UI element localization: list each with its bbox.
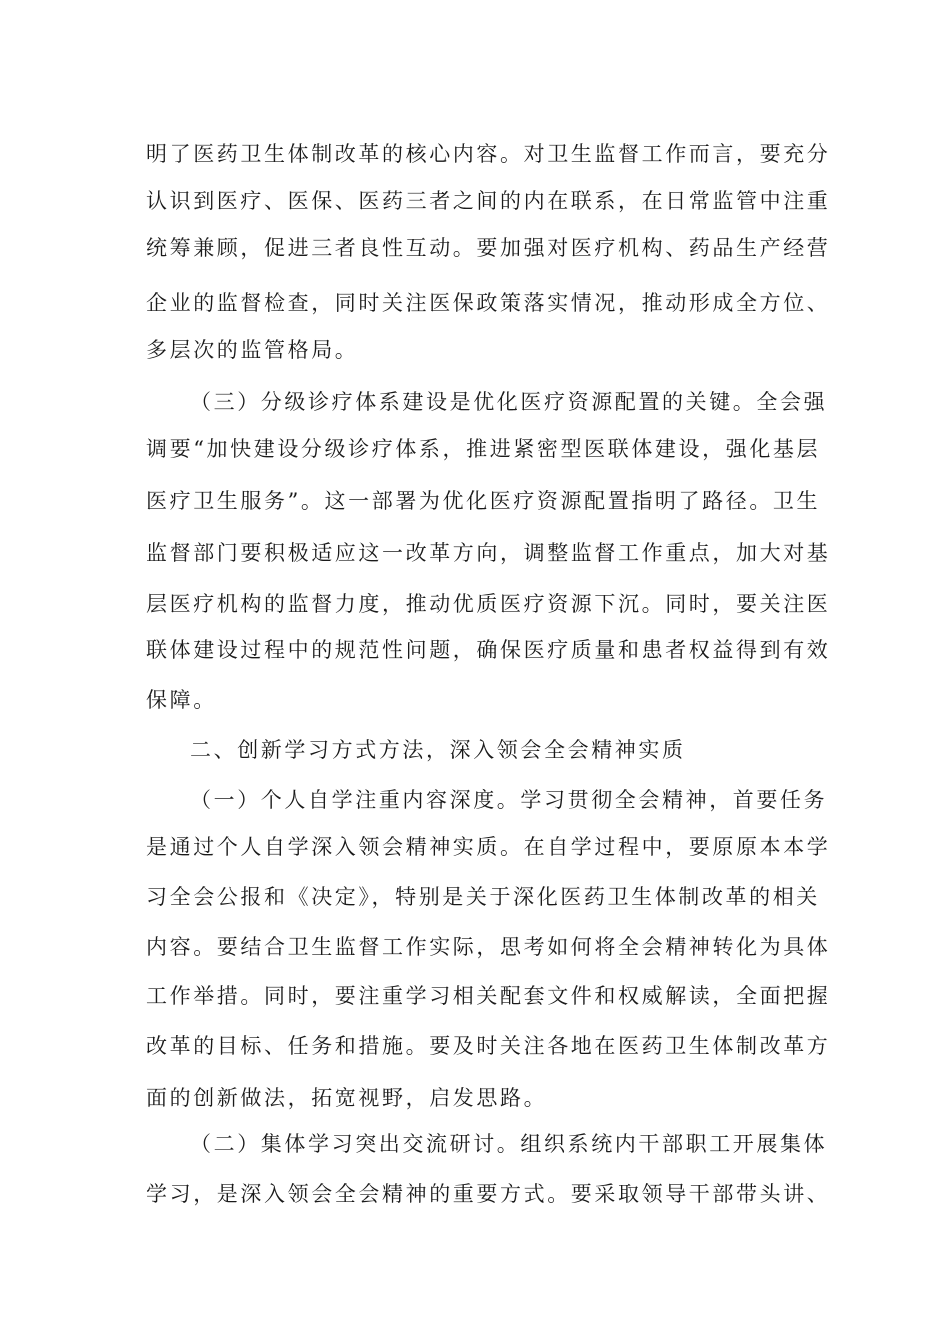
text-line: 认识到医疗、医保、医药三者之间的内在联系，在日常监管中注重 xyxy=(146,189,831,213)
text-line: 面的创新做法，拓宽视野，启发思路。 xyxy=(146,1086,548,1110)
text-line: 习全会公报和《决定》，特别是关于深化医药卫生体制改革的相关 xyxy=(146,885,820,909)
text-line: 工作举措。同时，要注重学习相关配套文件和权威解读，全面把握 xyxy=(146,984,831,1008)
text-line: 医疗卫生服务”。这一部署为优化医疗资源配置指明了路径。卫生 xyxy=(146,489,821,513)
text-line: 多层次的监管格局。 xyxy=(146,338,359,362)
text-line: 改革的目标、任务和措施。要及时关注各地在医药卫生体制改革方 xyxy=(146,1034,831,1058)
paragraph-start: （三）分级诊疗体系建设是优化医疗资源配置的关键。全会强 xyxy=(190,390,828,414)
text-line: 监督部门要积极适应这一改革方向，调整监督工作重点，加大对基 xyxy=(146,541,831,565)
text-line: 内容。要结合卫生监督工作实际，思考如何将全会精神转化为具体 xyxy=(146,935,831,959)
text-line: 企业的监督检查，同时关注医保政策落实情况，推动形成全方位、 xyxy=(146,291,831,315)
paragraph-start: （一）个人自学注重内容深度。学习贯彻全会精神，首要任务 xyxy=(190,788,828,812)
text-line: 是通过个人自学深入领会精神实质。在自学过程中，要原原本本学 xyxy=(146,835,831,859)
text-line: 层医疗机构的监督力度，推动优质医疗资源下沉。同时，要关注医 xyxy=(146,592,831,616)
text-line: 保障。 xyxy=(146,688,217,712)
text-line: 学习，是深入领会全会精神的重要方式。要采取领导干部带头讲、 xyxy=(146,1182,831,1206)
paragraph-start: （二）集体学习突出交流研讨。组织系统内干部职工开展集体 xyxy=(190,1132,828,1156)
text-line: 统筹兼顾，促进三者良性互动。要加强对医疗机构、药品生产经营 xyxy=(146,236,831,260)
text-line: 明了医药卫生体制改革的核心内容。对卫生监督工作而言，要充分 xyxy=(146,142,831,166)
text-line: 调要“加快建设分级诊疗体系，推进紧密型医联体建设，强化基层 xyxy=(146,437,821,461)
text-line: 联体建设过程中的规范性问题，确保医疗质量和患者权益得到有效 xyxy=(146,638,831,662)
section-heading: 二、创新学习方式方法，深入领会全会精神实质 xyxy=(190,738,686,762)
